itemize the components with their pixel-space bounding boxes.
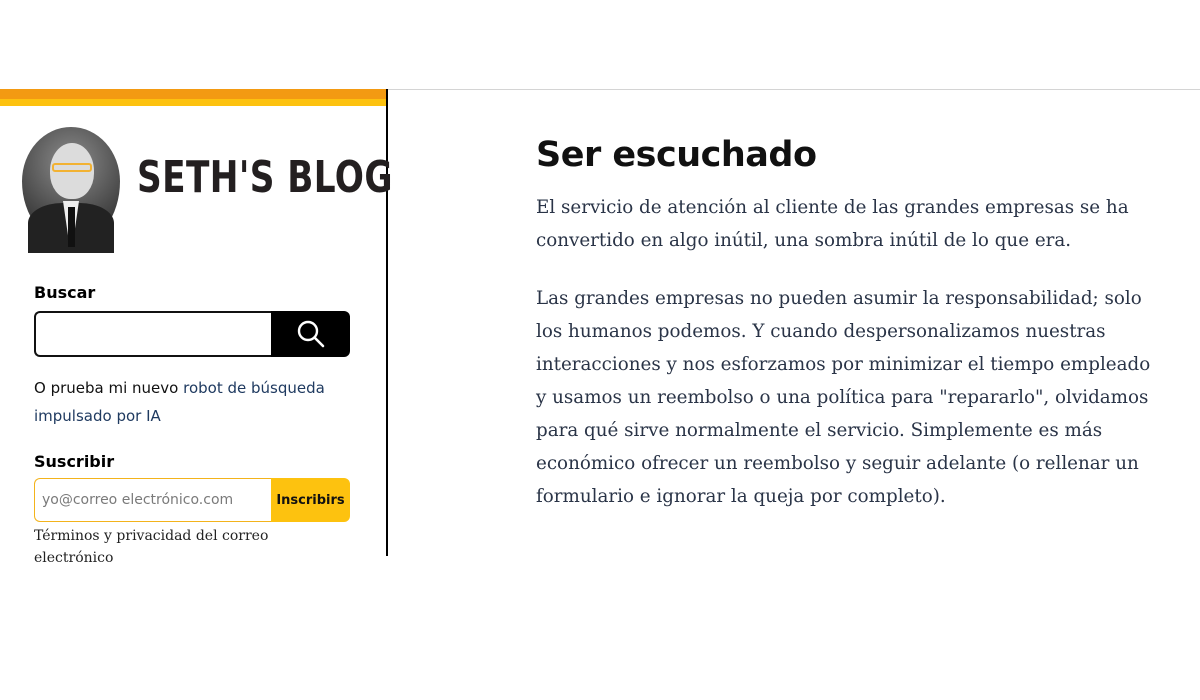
article xyxy=(536,133,1166,513)
email-terms-link[interactable]: Términos y privacidad del correo electrónico xyxy=(34,528,269,566)
header-stripe-yellow xyxy=(0,99,386,106)
email-field[interactable] xyxy=(34,478,272,522)
ai-note-prefix: O prueba mi nuevo xyxy=(34,379,179,397)
top-rule xyxy=(388,89,1200,90)
author-avatar[interactable] xyxy=(22,127,120,245)
search-input[interactable] xyxy=(34,311,272,357)
page-frame xyxy=(0,89,1200,566)
article-paragraph: Las grandes empresas no pueden asumir la responsabilidad; solo los humanos podemos. Y cuando despersonalizamos nuestras interacciones y nos esforzamos por minimizar el tiempo empleado y usamos un reembolso o una política para "repararlo", olvidamos para qué sirve normalmente el servicio. Simplemente es más económico ofrecer un reembolso y seguir adelante (o rellenar un formulario e ignorar la queja por completo). xyxy=(536,288,1151,507)
article-title[interactable]: Ser escuchado xyxy=(536,135,817,175)
header-stripe-orange xyxy=(0,89,386,99)
search-icon xyxy=(296,319,326,349)
subscribe-button[interactable]: Inscribirs xyxy=(271,478,350,522)
blog-title[interactable]: SETH'S BLOG xyxy=(137,152,393,203)
article-paragraph: El servicio de atención al cliente de las grandes empresas se ha convertido en algo inútil, una sombra inútil de lo que era. xyxy=(536,197,1129,251)
sidebar xyxy=(0,106,393,566)
search-label: Buscar xyxy=(34,283,96,302)
subscribe-label: Suscribir xyxy=(34,452,115,471)
ai-search-link[interactable]: robot de búsqueda impulsado por IA xyxy=(34,379,325,425)
ai-search-note xyxy=(34,374,354,430)
search-button[interactable] xyxy=(271,311,350,357)
